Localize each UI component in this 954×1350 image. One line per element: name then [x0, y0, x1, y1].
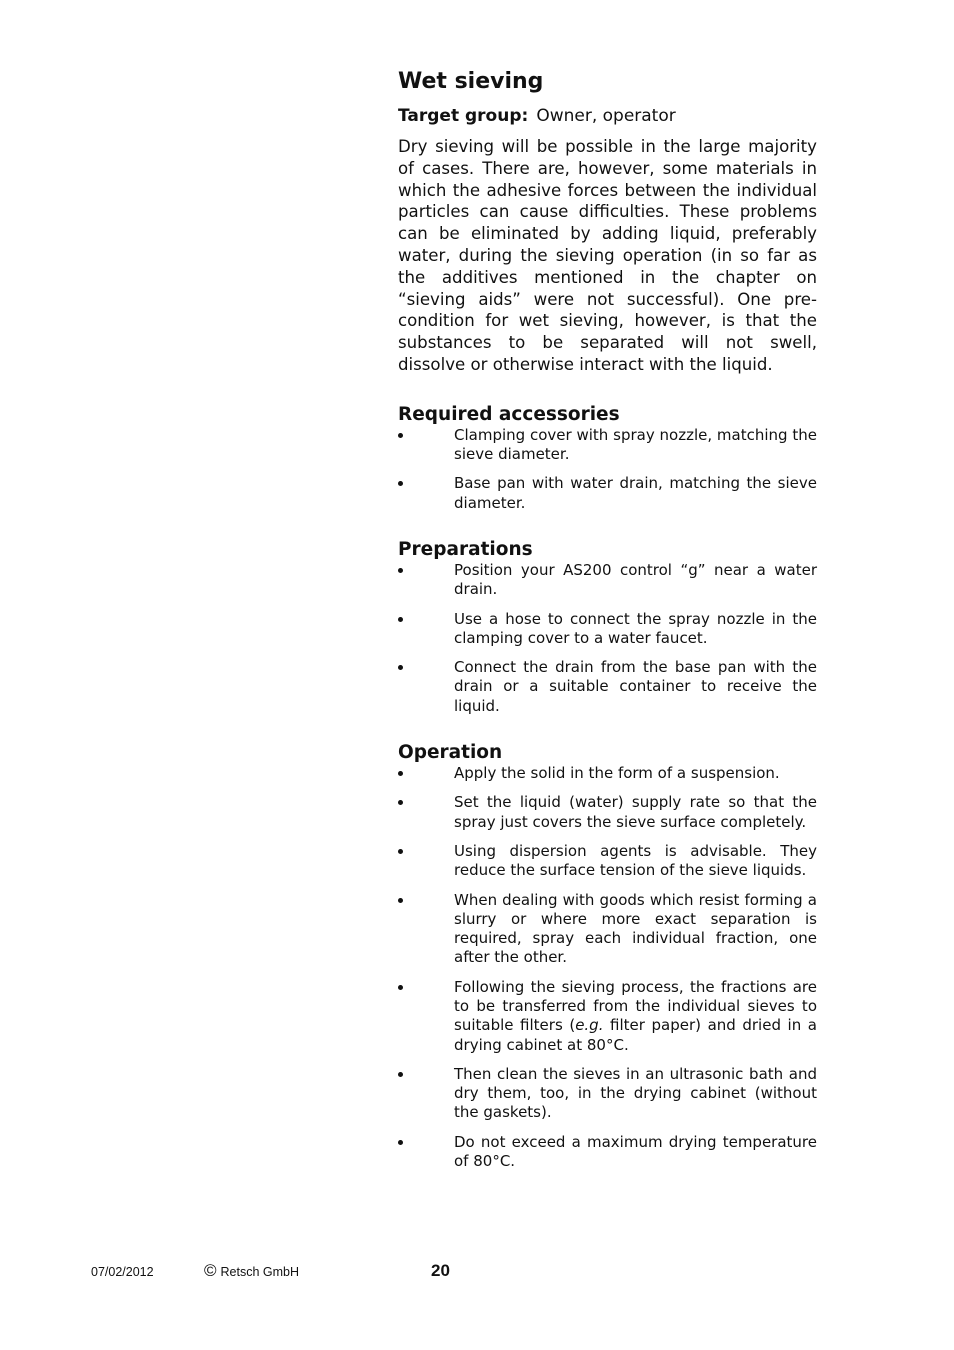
bullet-icon	[398, 481, 403, 486]
bullet-icon	[398, 1140, 403, 1145]
text-fragment: Following the sieving process, the fractions are to be transferred from the individual sieves to suitable filters (	[454, 977, 817, 1035]
list-item	[398, 610, 817, 649]
italic-abbreviation: e.g.	[575, 1016, 604, 1035]
list-item-text: Clamping cover with spray nozzle, matching the sieve diameter.	[454, 425, 817, 464]
list-item-text: Then clean the sieves in an ultrasonic bath and dry them, too, in the drying cabinet (without the gaskets).	[454, 1064, 817, 1122]
bullet-icon	[398, 800, 403, 805]
bullet-icon	[398, 665, 403, 670]
list-item-text	[454, 978, 817, 1054]
list-item	[398, 978, 817, 1055]
bullet-icon	[398, 898, 403, 903]
section-required-accessories	[398, 404, 817, 513]
target-group-label: Target group:	[398, 106, 529, 126]
list-item	[398, 561, 817, 600]
list-item	[398, 1133, 817, 1172]
text-fragment: filter paper) and dried in a drying cabinet at 80°C.	[454, 1016, 817, 1054]
list-item-text: Position your AS200 control “g” near a water drain.	[454, 560, 817, 599]
section-preparations	[398, 539, 817, 716]
target-group-value: Owner, operator	[536, 106, 676, 126]
intro-paragraph: Dry sieving will be possible in the large majority of cases. There are, however, some materials in which the adhesive forces between the individual particles can cause difficulties. These problems can be eliminated by adding liquid, preferably water, during the sieving operation (in so far as the additives mentioned in the chapter on “sieving aids” were not successful). One pre-condition for wet sieving, however, is that the substances to be separated will not swell, dissolve or otherwise interact with the liquid.	[398, 137, 817, 374]
list-item	[398, 891, 817, 968]
list-item	[398, 764, 817, 783]
bullet-icon	[398, 433, 403, 438]
section-operation	[398, 742, 817, 1171]
target-group	[398, 104, 817, 128]
footer-copyright	[204, 1261, 299, 1281]
list-item-text: Do not exceed a maximum drying temperature of 80°C.	[454, 1132, 817, 1171]
section-heading: Preparations	[398, 538, 533, 560]
list-item-text: Use a hose to connect the spray nozzle in the clamping cover to a water faucet.	[454, 609, 817, 647]
section-heading: Required accessories	[398, 403, 620, 425]
footer-date: 07/02/2012	[91, 1265, 154, 1279]
list-item-text: Apply the solid in the form of a suspension.	[454, 764, 780, 783]
list-item	[398, 426, 817, 465]
list-item-text: Using dispersion agents is advisable. They reduce the surface tension of the sieve liquids.	[454, 841, 817, 880]
bullet-icon	[398, 1072, 403, 1077]
page-title: Wet sieving	[398, 69, 544, 94]
section-heading: Operation	[398, 742, 503, 764]
copyright-icon: ©	[204, 1261, 217, 1280]
bullet-icon	[398, 568, 403, 573]
bullet-icon	[398, 617, 403, 622]
list-item-text: When dealing with goods which resist forming a slurry or where more exact separation is required, spray each individual fraction, one after the other.	[454, 890, 817, 967]
list-item-text: Connect the drain from the base pan with the drain or a suitable container to receive the liquid.	[454, 658, 817, 715]
list-item	[398, 474, 817, 513]
bullet-list	[398, 426, 817, 513]
page-content	[398, 68, 817, 1181]
footer-company: Retsch GmbH	[220, 1265, 300, 1279]
list-item-text: Base pan with water drain, matching the sieve diameter.	[454, 474, 817, 512]
bullet-icon	[398, 771, 403, 776]
list-item	[398, 793, 817, 832]
list-item	[398, 1065, 817, 1123]
list-item-text: Set the liquid (water) supply rate so that the spray just covers the sieve surface completely.	[454, 793, 817, 831]
page-number: 20	[431, 1261, 450, 1280]
bullet-list	[398, 764, 817, 1171]
bullet-icon	[398, 849, 403, 854]
list-item	[398, 658, 817, 716]
bullet-icon	[398, 985, 403, 990]
list-item	[398, 842, 817, 881]
bullet-list	[398, 561, 817, 716]
